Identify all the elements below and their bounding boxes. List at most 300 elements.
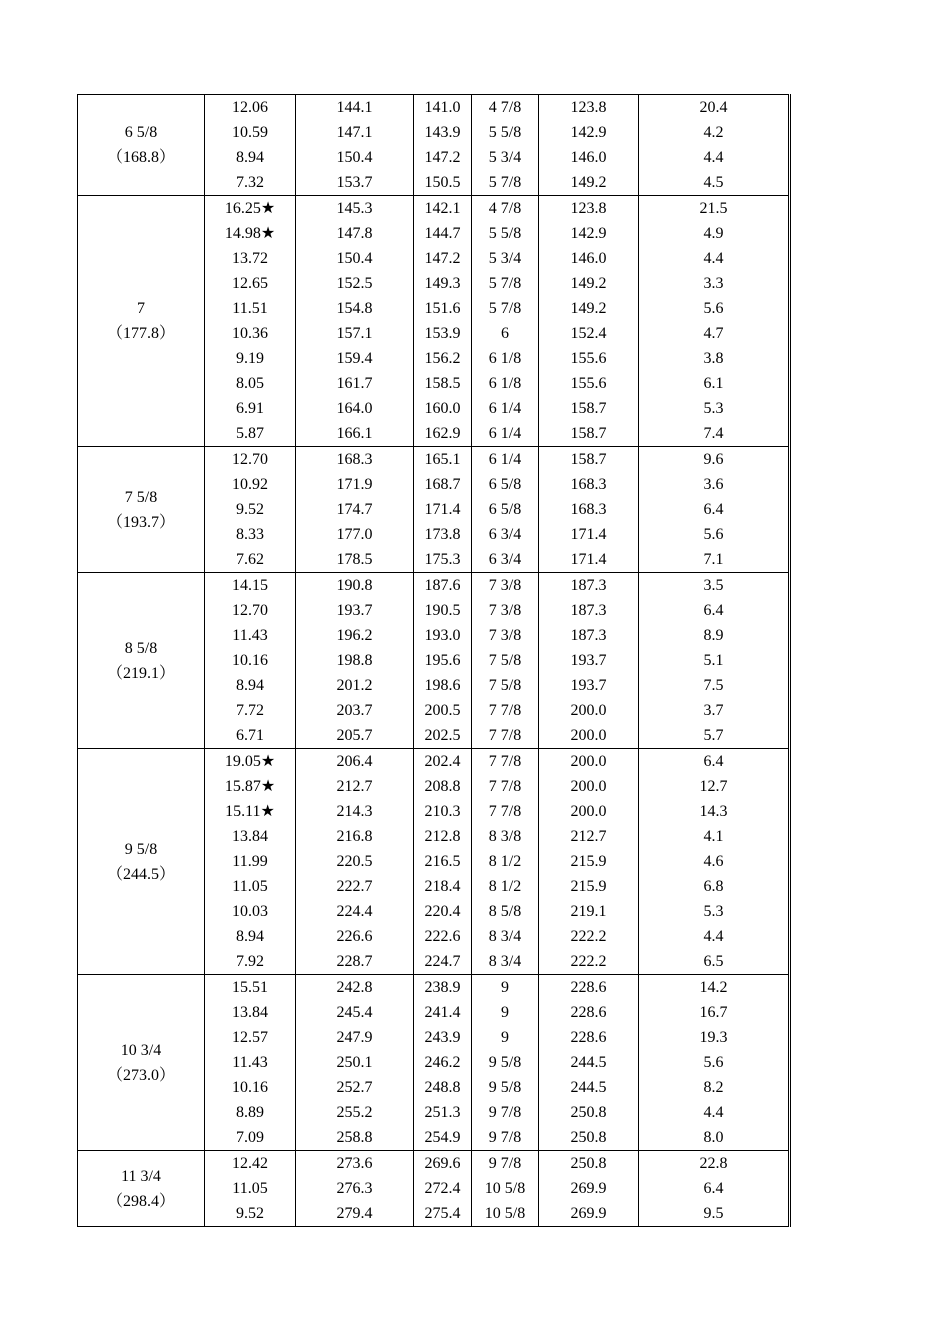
table-cell: 153.9 [414,321,472,346]
table-cell: 171.4 [539,522,639,547]
table-cell: 193.0 [414,623,472,648]
table-cell: 171.4 [414,497,472,522]
table-cell: 141.0 [414,95,472,121]
table-cell: 228.6 [539,1025,639,1050]
table-cell: 243.9 [414,1025,472,1050]
table-cell: 146.0 [539,246,639,271]
table-cell: 238.9 [414,975,472,1001]
casing-size-cell [78,447,205,573]
table-cell: 149.2 [539,271,639,296]
table-row [78,447,790,473]
casing-size-cell [78,196,205,447]
table-cell: 7 7/8 [472,723,539,749]
table-cell: 12.65 [205,271,296,296]
casing-size-inch: 6 5/8 [124,124,158,141]
table-cell: 276.3 [296,1176,414,1201]
table-cell: 5 5/8 [472,120,539,145]
table-cell: 222.7 [296,874,414,899]
table-cell: 244.5 [539,1075,639,1100]
table-cell: 193.7 [539,648,639,673]
table-cell: 8.94 [205,673,296,698]
table-cell: 162.9 [414,421,472,447]
table-cell: 150.4 [296,246,414,271]
table-cell: 5.3 [639,899,790,924]
table-cell: 168.7 [414,472,472,497]
table-cell: 6.4 [639,1176,790,1201]
table-cell: 187.3 [539,623,639,648]
table-cell: 156.2 [414,346,472,371]
table-cell: 6 1/4 [472,447,539,473]
table-cell: 200.0 [539,774,639,799]
casing-spec-table-body [78,95,790,1227]
table-cell: 168.3 [539,472,639,497]
table-cell: 226.6 [296,924,414,949]
table-cell: 22.8 [639,1151,790,1177]
table-cell: 9.6 [639,447,790,473]
casing-size-inch: 7 5/8 [124,488,158,506]
table-cell: 154.8 [296,296,414,321]
table-cell: 142.9 [539,221,639,246]
table-cell: 241.4 [414,1000,472,1025]
table-cell: 12.7 [639,774,790,799]
table-cell: 8.05 [205,371,296,396]
table-cell: 8 5/8 [472,899,539,924]
casing-size-mm: （219.1） [106,664,175,682]
table-cell: 7 3/8 [472,623,539,648]
table-cell: 155.6 [539,346,639,371]
table-cell: 279.4 [296,1201,414,1227]
table-cell: 214.3 [296,799,414,824]
table-cell: 11.99 [205,849,296,874]
table-cell: 196.2 [296,623,414,648]
table-cell: 6.1 [639,371,790,396]
table-cell: 5 7/8 [472,296,539,321]
table-cell: 254.9 [414,1125,472,1151]
casing-size-cell [78,975,205,1151]
table-cell: 5 5/8 [472,221,539,246]
table-cell: 5.6 [639,1050,790,1075]
table-cell: 158.7 [539,447,639,473]
table-cell: 200.0 [539,723,639,749]
table-cell: 244.5 [539,1050,639,1075]
table-cell: 6 1/4 [472,396,539,421]
table-cell: 150.4 [296,145,414,170]
table-cell: 171.9 [296,472,414,497]
table-cell: 6 1/8 [472,346,539,371]
table-cell: 3.6 [639,472,790,497]
table-cell: 15.87★ [205,774,296,799]
table-cell: 12.70 [205,447,296,473]
table-cell: 216.8 [296,824,414,849]
table-cell: 149.2 [539,170,639,196]
table-cell: 153.7 [296,170,414,196]
table-cell: 210.3 [414,799,472,824]
table-cell: 168.3 [539,497,639,522]
table-cell: 15.51 [205,975,296,1001]
table-cell: 9 7/8 [472,1151,539,1177]
table-cell: 5.6 [639,296,790,321]
table-cell: 200.0 [539,698,639,723]
table-cell: 123.8 [539,196,639,222]
table-cell: 250.8 [539,1151,639,1177]
casing-size-inch: 10 3/4 [120,1041,162,1059]
table-cell: 146.0 [539,145,639,170]
table-cell: 8 1/2 [472,849,539,874]
table-cell: 4 7/8 [472,95,539,121]
table-cell: 9 [472,1025,539,1050]
table-cell: 166.1 [296,421,414,447]
table-cell: 155.6 [539,371,639,396]
table-cell: 144.1 [296,95,414,121]
table-cell: 5 3/4 [472,246,539,271]
table-cell: 6.4 [639,598,790,623]
table-cell: 3.8 [639,346,790,371]
table-cell: 7.1 [639,547,790,573]
table-cell: 152.5 [296,271,414,296]
table-cell: 15.11★ [205,799,296,824]
table-cell: 7 7/8 [472,799,539,824]
table-cell: 10.03 [205,899,296,924]
table-cell: 149.2 [539,296,639,321]
table-cell: 228.6 [539,975,639,1001]
casing-size-inch: 11 3/4 [121,1167,161,1185]
table-cell: 222.6 [414,924,472,949]
table-cell: 187.6 [414,573,472,599]
table-cell: 158.5 [414,371,472,396]
table-cell: 219.1 [539,899,639,924]
table-cell: 3.5 [639,573,790,599]
table-cell: 6.4 [639,749,790,775]
table-cell: 200.0 [539,799,639,824]
table-cell: 10.59 [205,120,296,145]
table-cell: 171.4 [539,547,639,573]
table-cell: 6 [472,321,539,346]
table-cell: 4.7 [639,321,790,346]
table-cell: 246.2 [414,1050,472,1075]
table-cell: 5 7/8 [472,170,539,196]
table-cell: 251.3 [414,1100,472,1125]
table-cell: 6 3/4 [472,547,539,573]
table-cell: 242.8 [296,975,414,1001]
table-cell: 173.8 [414,522,472,547]
table-cell: 4.5 [639,170,790,196]
table-cell: 273.6 [296,1151,414,1177]
table-cell: 248.8 [414,1075,472,1100]
table-cell: 165.1 [414,447,472,473]
table-row [78,196,790,222]
table-cell: 250.8 [539,1125,639,1151]
table-cell: 11.05 [205,874,296,899]
table-cell: 147.8 [296,221,414,246]
table-cell: 151.6 [414,296,472,321]
casing-size-inch: 7 [137,300,145,317]
table-cell: 228.6 [539,1000,639,1025]
table-cell: 216.5 [414,849,472,874]
table-cell: 20.4 [639,95,790,121]
table-cell: 9.19 [205,346,296,371]
table-cell: 8.94 [205,145,296,170]
table-cell: 12.57 [205,1025,296,1050]
table-cell: 275.4 [414,1201,472,1227]
table-cell: 193.7 [296,598,414,623]
table-cell: 160.0 [414,396,472,421]
table-cell: 8 1/2 [472,874,539,899]
table-cell: 6 5/8 [472,497,539,522]
table-cell: 6.8 [639,874,790,899]
table-cell: 14.15 [205,573,296,599]
casing-spec-table [77,94,791,1227]
table-cell: 4 7/8 [472,196,539,222]
casing-size-cell [78,749,205,975]
table-cell: 212.7 [539,824,639,849]
table-cell: 190.8 [296,573,414,599]
table-cell: 8.94 [205,924,296,949]
table-cell: 255.2 [296,1100,414,1125]
table-cell: 200.5 [414,698,472,723]
table-cell: 10 5/8 [472,1176,539,1201]
table-cell: 201.2 [296,673,414,698]
table-cell: 4.6 [639,849,790,874]
table-cell: 6 3/4 [472,522,539,547]
table-cell: 215.9 [539,849,639,874]
table-cell: 144.7 [414,221,472,246]
table-cell: 8.33 [205,522,296,547]
table-cell: 8.0 [639,1125,790,1151]
table-row [78,975,790,1001]
casing-size-mm: （193.7） [106,513,175,531]
table-cell: 224.4 [296,899,414,924]
table-cell: 178.5 [296,547,414,573]
table-cell: 7 5/8 [472,648,539,673]
table-row [78,573,790,599]
table-cell: 272.4 [414,1176,472,1201]
table-cell: 8.89 [205,1100,296,1125]
table-cell: 9.52 [205,1201,296,1227]
casing-size-mm: （177.8） [106,325,175,342]
table-cell: 159.4 [296,346,414,371]
table-cell: 164.0 [296,396,414,421]
table-cell: 13.84 [205,1000,296,1025]
table-cell: 222.2 [539,924,639,949]
table-cell: 5 7/8 [472,271,539,296]
table-cell: 8.9 [639,623,790,648]
table-cell: 9 [472,1000,539,1025]
table-cell: 247.9 [296,1025,414,1050]
table-cell: 250.8 [539,1100,639,1125]
table-cell: 9 7/8 [472,1100,539,1125]
table-cell: 12.42 [205,1151,296,1177]
table-cell: 222.2 [539,949,639,975]
table-cell: 7 7/8 [472,698,539,723]
table-cell: 11.05 [205,1176,296,1201]
table-cell: 5.7 [639,723,790,749]
table-cell: 4.1 [639,824,790,849]
table-cell: 14.98★ [205,221,296,246]
table-cell: 6 1/4 [472,421,539,447]
table-cell: 205.7 [296,723,414,749]
table-cell: 6.71 [205,723,296,749]
table-cell: 16.7 [639,1000,790,1025]
table-cell: 7.09 [205,1125,296,1151]
table-cell: 14.2 [639,975,790,1001]
table-cell: 9 5/8 [472,1075,539,1100]
table-cell: 177.0 [296,522,414,547]
table-cell: 250.1 [296,1050,414,1075]
table-cell: 7 5/8 [472,673,539,698]
table-cell: 142.9 [539,120,639,145]
table-cell: 5.1 [639,648,790,673]
table-cell: 4.4 [639,246,790,271]
table-cell: 220.4 [414,899,472,924]
table-cell: 9.52 [205,497,296,522]
table-cell: 16.25★ [205,196,296,222]
table-cell: 149.3 [414,271,472,296]
table-cell: 228.7 [296,949,414,975]
table-cell: 13.72 [205,246,296,271]
table-cell: 5.3 [639,396,790,421]
table-cell: 202.4 [414,749,472,775]
table-cell: 6 5/8 [472,472,539,497]
casing-size-inch: 8 5/8 [124,639,158,657]
table-cell: 143.9 [414,120,472,145]
table-cell: 8.2 [639,1075,790,1100]
table-cell: 198.8 [296,648,414,673]
table-cell: 10 5/8 [472,1201,539,1227]
table-cell: 158.7 [539,396,639,421]
table-cell: 220.5 [296,849,414,874]
table-cell: 4.4 [639,924,790,949]
table-cell: 21.5 [639,196,790,222]
table-cell: 168.3 [296,447,414,473]
table-cell: 269.9 [539,1201,639,1227]
table-cell: 9.5 [639,1201,790,1227]
table-cell: 14.3 [639,799,790,824]
table-cell: 4.4 [639,145,790,170]
table-cell: 5 3/4 [472,145,539,170]
table-cell: 200.0 [539,749,639,775]
table-cell: 215.9 [539,874,639,899]
table-cell: 269.9 [539,1176,639,1201]
table-cell: 161.7 [296,371,414,396]
table-cell: 187.3 [539,598,639,623]
table-cell: 7.32 [205,170,296,196]
table-cell: 7.5 [639,673,790,698]
table-cell: 150.5 [414,170,472,196]
table-cell: 11.43 [205,623,296,648]
table-cell: 212.8 [414,824,472,849]
table-cell: 3.3 [639,271,790,296]
table-cell: 3.7 [639,698,790,723]
table-cell: 269.6 [414,1151,472,1177]
casing-size-mm: （298.4） [106,1192,175,1210]
table-cell: 5.6 [639,522,790,547]
table-cell: 6.91 [205,396,296,421]
casing-size-mm: （244.5） [106,865,175,883]
table-cell: 7.62 [205,547,296,573]
table-cell: 10.92 [205,472,296,497]
casing-size-mm: （168.8） [106,149,175,166]
casing-size-inch: 9 5/8 [124,840,158,858]
table-cell: 6 1/8 [472,371,539,396]
table-cell: 147.2 [414,145,472,170]
table-cell: 203.7 [296,698,414,723]
table-cell: 147.2 [414,246,472,271]
table-cell: 10.16 [205,648,296,673]
table-cell: 258.8 [296,1125,414,1151]
table-cell: 145.3 [296,196,414,222]
table-cell: 8 3/8 [472,824,539,849]
table-cell: 206.4 [296,749,414,775]
table-cell: 5.87 [205,421,296,447]
table-cell: 6.4 [639,497,790,522]
table-cell: 7.4 [639,421,790,447]
casing-size-mm: （273.0） [106,1066,175,1084]
table-cell: 4.2 [639,120,790,145]
table-cell: 175.3 [414,547,472,573]
table-cell: 11.43 [205,1050,296,1075]
table-cell: 8 3/4 [472,924,539,949]
table-cell: 4.9 [639,221,790,246]
table-cell: 195.6 [414,648,472,673]
table-cell: 11.51 [205,296,296,321]
table-cell: 187.3 [539,573,639,599]
table-cell: 10.16 [205,1075,296,1100]
table-cell: 13.84 [205,824,296,849]
table-cell: 10.36 [205,321,296,346]
table-cell: 152.4 [539,321,639,346]
table-cell: 123.8 [539,95,639,121]
casing-size-cell [78,95,205,196]
table-cell: 174.7 [296,497,414,522]
table-cell: 7 7/8 [472,749,539,775]
table-cell: 7 7/8 [472,774,539,799]
table-cell: 7.92 [205,949,296,975]
table-cell: 224.7 [414,949,472,975]
table-cell: 7 3/8 [472,598,539,623]
table-cell: 218.4 [414,874,472,899]
casing-size-cell [78,573,205,749]
table-cell: 212.7 [296,774,414,799]
table-cell: 202.5 [414,723,472,749]
table-cell: 9 5/8 [472,1050,539,1075]
table-cell: 190.5 [414,598,472,623]
table-cell: 19.3 [639,1025,790,1050]
table-row [78,1151,790,1177]
table-cell: 208.8 [414,774,472,799]
table-cell: 252.7 [296,1075,414,1100]
table-row [78,749,790,775]
casing-size-cell [78,1151,205,1227]
table-cell: 4.4 [639,1100,790,1125]
table-cell: 245.4 [296,1000,414,1025]
table-cell: 6.5 [639,949,790,975]
table-cell: 142.1 [414,196,472,222]
table-row [78,95,790,121]
table-cell: 7 3/8 [472,573,539,599]
table-cell: 147.1 [296,120,414,145]
table-cell: 19.05★ [205,749,296,775]
table-cell: 12.06 [205,95,296,121]
table-cell: 158.7 [539,421,639,447]
table-cell: 9 [472,975,539,1001]
table-cell: 8 3/4 [472,949,539,975]
table-cell: 7.72 [205,698,296,723]
table-cell: 157.1 [296,321,414,346]
table-cell: 198.6 [414,673,472,698]
table-cell: 193.7 [539,673,639,698]
table-cell: 12.70 [205,598,296,623]
table-cell: 9 7/8 [472,1125,539,1151]
